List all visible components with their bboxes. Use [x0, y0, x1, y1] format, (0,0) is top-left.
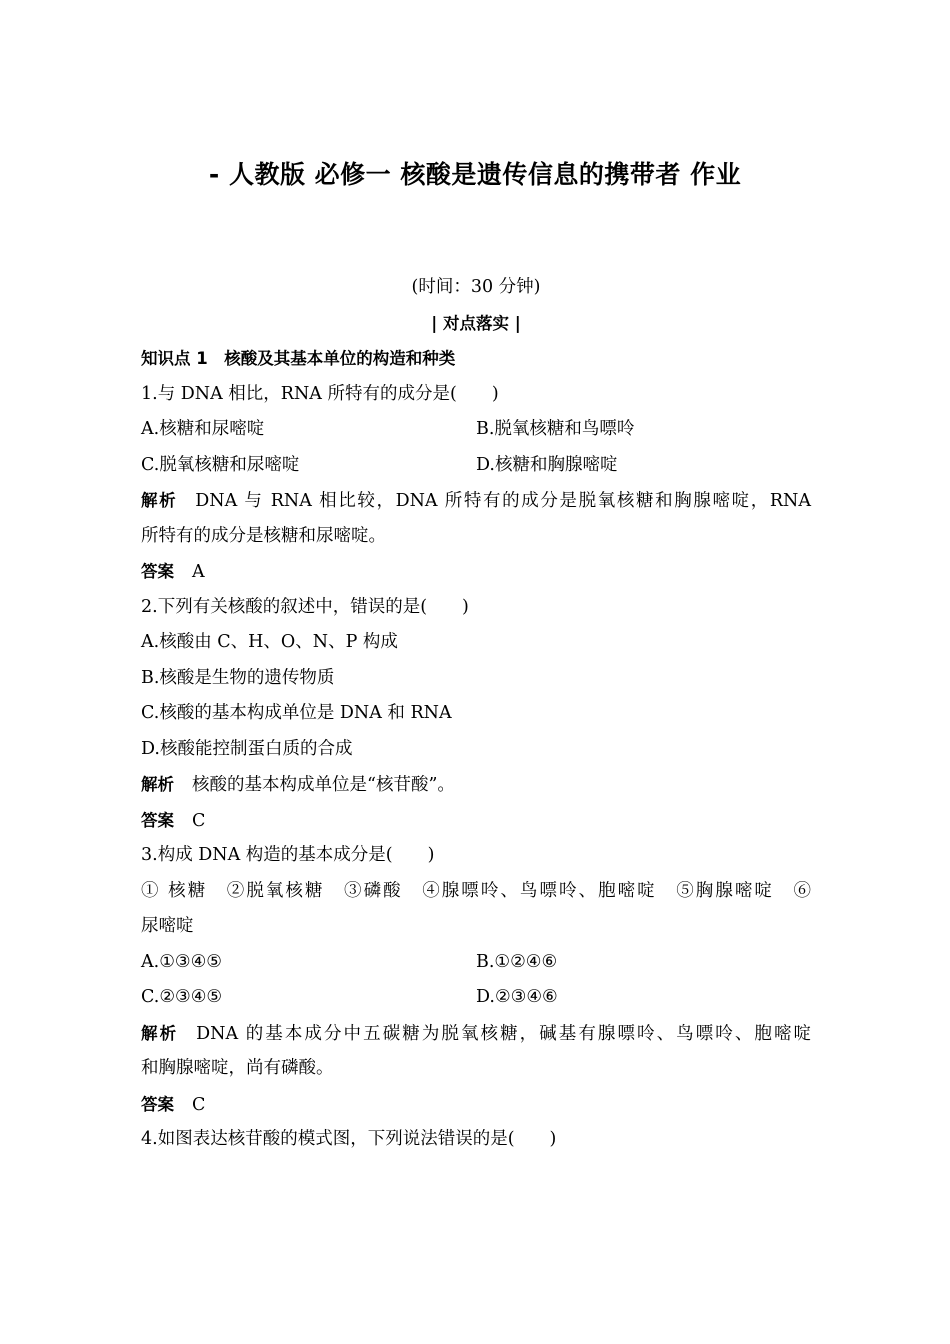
answer-label: 答案 [141, 1094, 174, 1114]
analysis-text: DNA 与 RNA 相比较，DNA 所特有的成分是脱氧核糖和胸腺嘧啶，RNA [195, 491, 812, 511]
answer-value: A [192, 562, 205, 582]
knowledge-point-heading: 知识点 1 核酸及其基本单位的构造和种类 [141, 349, 456, 368]
option-b: B.脱氧核糖和鸟嘌呤 [476, 419, 635, 439]
question-2-analysis [141, 767, 811, 803]
analysis-text: 核酸的基本构成单位是“核苷酸”。 [192, 775, 455, 795]
analysis-label: 解析 [141, 491, 178, 510]
question-2-stem: 2.下列有关核酸的叙述中，错误的是( ) [141, 596, 469, 617]
option-d: D.②③④⑥ [476, 987, 558, 1007]
option-b: B.核酸是生物的遗传物质 [141, 667, 335, 688]
analysis-label: 解析 [141, 1023, 179, 1043]
option-a: A.核酸由 C、H、O、N、P 构成 [141, 632, 398, 652]
question-3-analysis [141, 1016, 811, 1052]
analysis-text: DNA 的基本成分中五碳糖为脱氧核糖，碱基有腺嘌呤、鸟嘌呤、胞嘧啶 [196, 1023, 812, 1044]
question-1-answer [141, 554, 811, 590]
content [141, 270, 811, 1158]
option-c: C.核酸的基本构成单位是 DNA 和 RNA [141, 703, 452, 723]
question-3-items-cont: 尿嘧啶 [141, 916, 194, 936]
question-3-stem: 3.构成 DNA 构造的基本成分是( ) [141, 845, 435, 865]
question-2-answer [141, 803, 811, 839]
analysis-label: 解析 [141, 775, 174, 794]
option-c: C.脱氧核糖和尿嘧啶 [141, 454, 300, 475]
option-a: A.核糖和尿嘧啶 [141, 419, 265, 439]
answer-label: 答案 [141, 562, 174, 581]
question-4-stem: 4.如图表达核苷酸的模式图，下列说法错误的是( ) [141, 1129, 557, 1149]
answer-value: C [192, 1094, 206, 1115]
option-d: D.核酸能控制蛋白质的合成 [141, 738, 353, 759]
question-3-options-row-1 [141, 945, 811, 981]
option-b: B.①②④⑥ [476, 951, 558, 972]
question-1-analysis-cont: 所特有的成分是核糖和尿嘧啶。 [141, 525, 386, 546]
page-title: - 人教版 必修一 核酸是遗传信息的携带者 作业 [208, 160, 742, 189]
option-d: D.核糖和胸腺嘧啶 [476, 454, 618, 475]
question-1-analysis [141, 483, 811, 519]
question-1-options-row-2 [141, 448, 811, 484]
option-a: A.①③④⑤ [141, 951, 222, 972]
question-3-items: ① 核糖 ②脱氧核糖 ③磷酸 ④腺嘌呤、鸟嘌呤、胞嘧啶 ⑤胸腺嘧啶 ⑥ [141, 880, 811, 901]
question-1-stem: 1.与 DNA 相比，RNA 所特有的成分是( ) [141, 383, 499, 404]
answer-value: C [192, 810, 206, 831]
question-3-answer [141, 1087, 811, 1123]
section-heading: | 对点落实 | [431, 313, 521, 333]
answer-label: 答案 [141, 810, 174, 830]
question-3-options-row-2 [141, 980, 811, 1016]
question-3-analysis-cont: 和胸腺嘧啶，尚有磷酸。 [141, 1058, 334, 1078]
option-c: C.②③④⑤ [141, 987, 223, 1007]
time-note: (时间：30 分钟) [411, 277, 541, 297]
question-1-options-row-1 [141, 412, 811, 448]
